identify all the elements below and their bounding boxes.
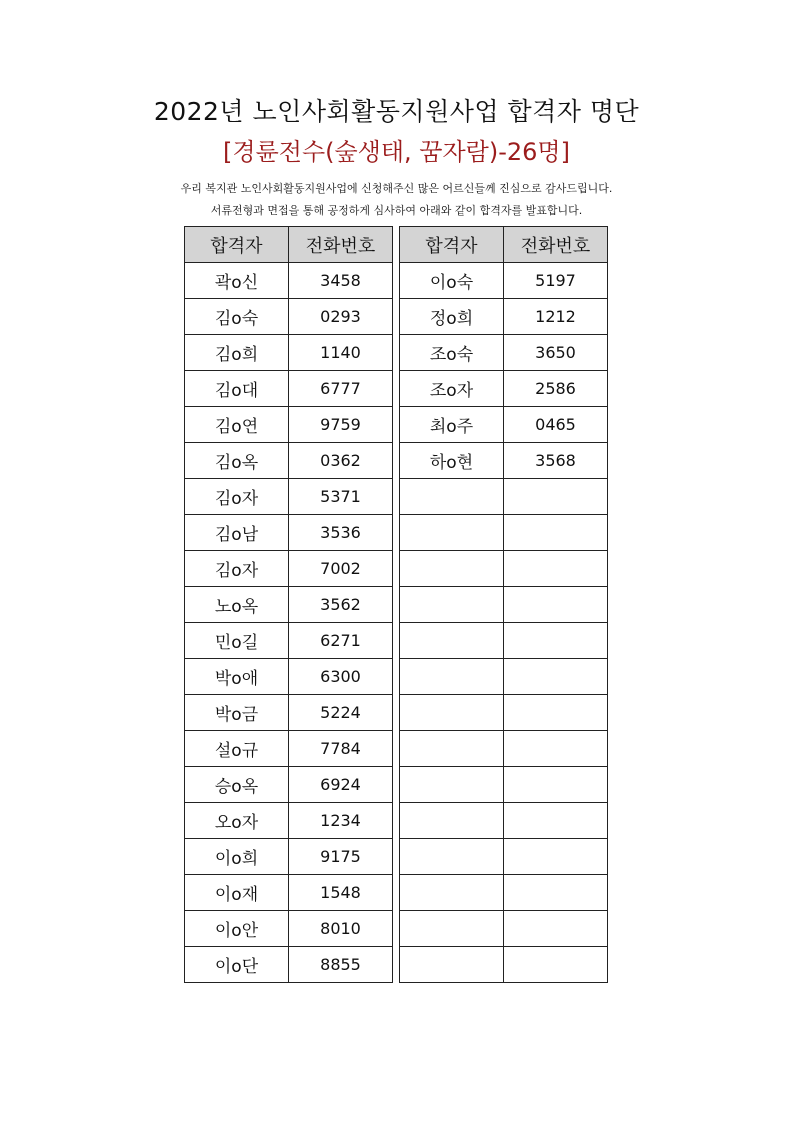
table-row: [400, 335, 608, 371]
phone-number-cell: 0362: [289, 443, 393, 479]
column-header-phone: 전화번호: [289, 227, 393, 263]
applicant-name-cell: 김o숙: [185, 299, 289, 335]
applicant-name-cell: 이o단: [185, 947, 289, 983]
phone-number-cell: 5224: [289, 695, 393, 731]
applicant-name-cell: 김o남: [185, 515, 289, 551]
applicant-name-cell: [400, 659, 504, 695]
table-row: [185, 515, 393, 551]
phone-number-cell: 3562: [289, 587, 393, 623]
table-row: [400, 479, 608, 515]
table-row: [185, 911, 393, 947]
table-row: [400, 659, 608, 695]
table-row: [185, 335, 393, 371]
table-row: [400, 695, 608, 731]
phone-number-cell: 7002: [289, 551, 393, 587]
roster-table-right: [399, 226, 608, 983]
table-row: [185, 443, 393, 479]
applicant-name-cell: 하o현: [400, 443, 504, 479]
table-row: [185, 407, 393, 443]
applicant-name-cell: [400, 551, 504, 587]
table-row: [400, 875, 608, 911]
phone-number-cell: 9759: [289, 407, 393, 443]
page-title: 2022년 노인사회활동지원사업 합격자 명단: [153, 97, 640, 126]
table-row: [400, 551, 608, 587]
table-row: [185, 839, 393, 875]
applicant-name-cell: [400, 803, 504, 839]
table-row: [400, 443, 608, 479]
applicant-name-cell: 김o자: [185, 551, 289, 587]
phone-number-cell: 1234: [289, 803, 393, 839]
phone-number-cell: 9175: [289, 839, 393, 875]
applicant-name-cell: 김o옥: [185, 443, 289, 479]
phone-number-cell: 7784: [289, 731, 393, 767]
phone-number-cell: 0293: [289, 299, 393, 335]
table-row: [185, 299, 393, 335]
table-row: [400, 947, 608, 983]
table-row: [185, 263, 393, 299]
applicant-name-cell: 김o자: [185, 479, 289, 515]
phone-number-cell: [504, 623, 608, 659]
phone-number-cell: 5371: [289, 479, 393, 515]
table-body: [400, 263, 608, 983]
table-body: [185, 263, 393, 983]
phone-number-cell: [504, 695, 608, 731]
table-row: [400, 623, 608, 659]
phone-number-cell: 6924: [289, 767, 393, 803]
phone-number-cell: [504, 875, 608, 911]
applicant-name-cell: 박o금: [185, 695, 289, 731]
applicant-name-cell: 이o안: [185, 911, 289, 947]
notice-line: 우리 복지관 노인사회활동지원사업에 신청해주신 많은 어르신들께 진심으로 감사드립니다.: [180, 182, 613, 195]
applicant-name-cell: [400, 695, 504, 731]
applicant-name-cell: 조o숙: [400, 335, 504, 371]
phone-number-cell: 5197: [504, 263, 608, 299]
table-row: [400, 911, 608, 947]
applicant-name-cell: 김o대: [185, 371, 289, 407]
phone-number-cell: 6271: [289, 623, 393, 659]
applicant-name-cell: 노o옥: [185, 587, 289, 623]
applicant-name-cell: 정o희: [400, 299, 504, 335]
applicant-name-cell: [400, 767, 504, 803]
applicant-name-cell: 승o옥: [185, 767, 289, 803]
table-row: [400, 731, 608, 767]
page-subtitle: [경륜전수(숲생태, 꿈자람)-26명]: [223, 138, 570, 166]
phone-number-cell: [504, 947, 608, 983]
applicant-name-cell: [400, 875, 504, 911]
phone-number-cell: 8855: [289, 947, 393, 983]
table-row: [400, 515, 608, 551]
table-row: [185, 623, 393, 659]
phone-number-cell: [504, 731, 608, 767]
applicant-name-cell: 김o희: [185, 335, 289, 371]
applicant-name-cell: 이o재: [185, 875, 289, 911]
phone-number-cell: [504, 839, 608, 875]
phone-number-cell: 1212: [504, 299, 608, 335]
table-row: [400, 767, 608, 803]
column-header-name: 합격자: [185, 227, 289, 263]
table-row: [400, 803, 608, 839]
applicant-name-cell: [400, 623, 504, 659]
table-row: [185, 551, 393, 587]
table-row: [185, 767, 393, 803]
applicant-name-cell: 조o자: [400, 371, 504, 407]
phone-number-cell: 8010: [289, 911, 393, 947]
phone-number-cell: 6777: [289, 371, 393, 407]
table-row: [400, 263, 608, 299]
phone-number-cell: 1140: [289, 335, 393, 371]
phone-number-cell: [504, 911, 608, 947]
applicant-name-cell: 오o자: [185, 803, 289, 839]
phone-number-cell: 6300: [289, 659, 393, 695]
phone-number-cell: 3458: [289, 263, 393, 299]
table-row: [185, 947, 393, 983]
table-row: [400, 299, 608, 335]
phone-number-cell: [504, 767, 608, 803]
applicant-name-cell: 이o숙: [400, 263, 504, 299]
table-row: [400, 839, 608, 875]
table-row: [400, 587, 608, 623]
applicant-name-cell: 설o규: [185, 731, 289, 767]
phone-number-cell: 3536: [289, 515, 393, 551]
applicant-name-cell: [400, 911, 504, 947]
phone-number-cell: 0465: [504, 407, 608, 443]
applicant-name-cell: [400, 587, 504, 623]
applicant-name-cell: 곽o신: [185, 263, 289, 299]
applicant-name-cell: 박o애: [185, 659, 289, 695]
phone-number-cell: [504, 551, 608, 587]
table-row: [185, 371, 393, 407]
table-header-row: [400, 227, 608, 263]
table-row: [185, 587, 393, 623]
table-row: [185, 803, 393, 839]
table-row: [185, 479, 393, 515]
applicant-name-cell: [400, 479, 504, 515]
table-row: [185, 695, 393, 731]
phone-number-cell: 2586: [504, 371, 608, 407]
applicant-name-cell: 민o길: [185, 623, 289, 659]
applicant-name-cell: 김o연: [185, 407, 289, 443]
phone-number-cell: [504, 659, 608, 695]
applicant-name-cell: [400, 839, 504, 875]
column-header-phone: 전화번호: [504, 227, 608, 263]
applicant-name-cell: [400, 731, 504, 767]
table-header-row: [185, 227, 393, 263]
phone-number-cell: [504, 587, 608, 623]
applicant-name-cell: [400, 515, 504, 551]
column-header-name: 합격자: [400, 227, 504, 263]
notice-line: 서류전형과 면접을 통해 공정하게 심사하여 아래와 같이 합격자를 발표합니다.: [210, 204, 583, 217]
roster-table-left: [184, 226, 393, 983]
phone-number-cell: [504, 515, 608, 551]
applicant-name-cell: 최o주: [400, 407, 504, 443]
table-row: [400, 371, 608, 407]
phone-number-cell: [504, 803, 608, 839]
phone-number-cell: 3568: [504, 443, 608, 479]
table-row: [185, 875, 393, 911]
phone-number-cell: 1548: [289, 875, 393, 911]
applicant-name-cell: 이o희: [185, 839, 289, 875]
table-row: [185, 659, 393, 695]
table-row: [400, 407, 608, 443]
phone-number-cell: 3650: [504, 335, 608, 371]
phone-number-cell: [504, 479, 608, 515]
applicant-name-cell: [400, 947, 504, 983]
table-row: [185, 731, 393, 767]
